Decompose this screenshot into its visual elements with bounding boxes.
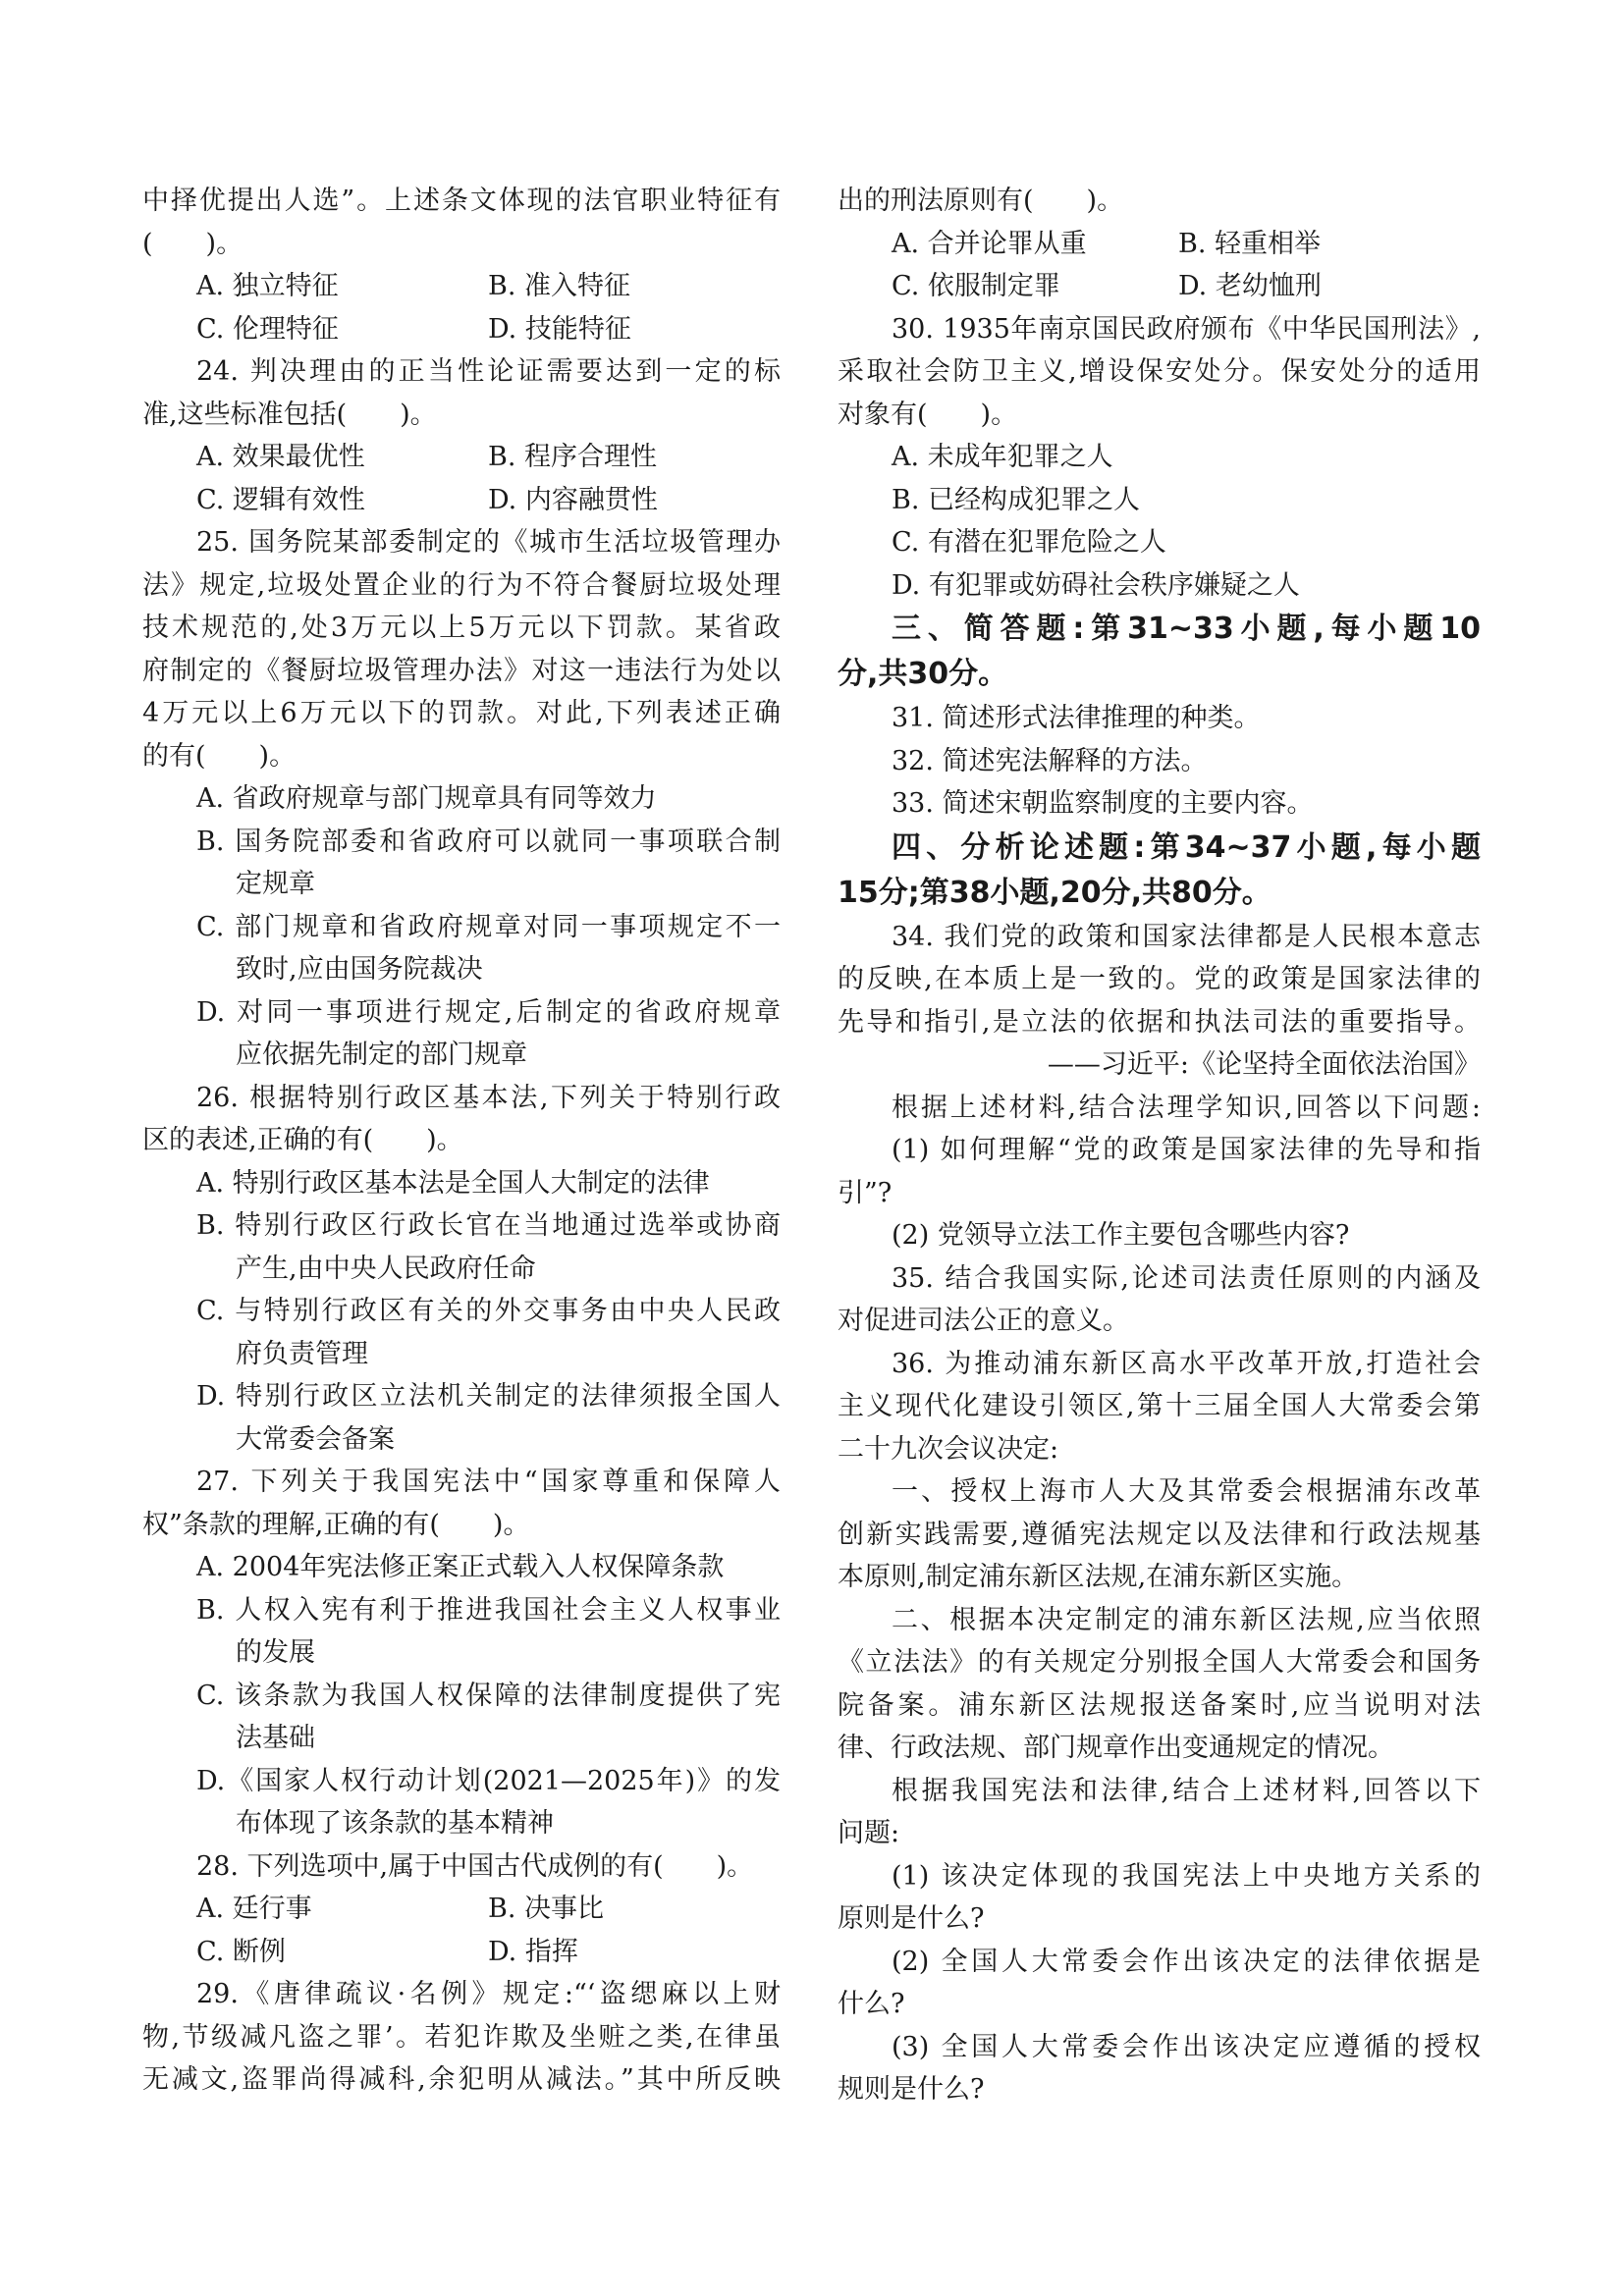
q36-prompt: 根据我国宪法和法律,结合上述材料,回答以下 xyxy=(892,1775,1481,1806)
right-column xyxy=(838,180,1481,2111)
q25-option-b-cont: 定规章 xyxy=(236,869,315,899)
q25-text-line: 的有( )。 xyxy=(142,740,297,772)
q24-option-c: C. 逻辑有效性 xyxy=(196,484,365,515)
q30-text-line: 对象有( )。 xyxy=(838,399,1018,430)
q23-option-d: D. 技能特征 xyxy=(488,313,631,345)
q36-sub-1-cont: 原则是什么? xyxy=(838,1903,985,1934)
section-4-heading: 四、分析论述题:第34~37小题,每小题 xyxy=(892,829,1481,865)
section-4-heading-cont: 15分;第38小题,20分,共80分。 xyxy=(838,875,1271,910)
q23-option-c: C. 伦理特征 xyxy=(196,313,339,345)
q24-options-row-1 xyxy=(142,436,781,479)
q23-text-line: 中择优提出人选”。上述条文体现的法官职业特征有 xyxy=(142,186,781,216)
section-3-heading: 三、简答题:第31~33小题,每小题10 xyxy=(892,612,1481,646)
q29-option-b: B. 轻重相举 xyxy=(1178,228,1322,259)
q28-text-line: 28. 下列选项中,属于中国古代成例的有( )。 xyxy=(196,1850,754,1882)
q29-options-row-2 xyxy=(838,265,1481,308)
q34-sub-1: (1) 如何理解“党的政策是国家法律的先导和指 xyxy=(892,1135,1481,1165)
q36-sub-3: (3) 全国人大常委会作出该决定应遵循的授权 xyxy=(892,2031,1481,2062)
q28-option-d: D. 指挥 xyxy=(488,1936,578,1967)
q26-option-c: C. 与特别行政区有关的外交事务由中央人民政 xyxy=(196,1296,781,1326)
q24-options-row-2 xyxy=(142,479,781,522)
left-column xyxy=(142,180,781,2102)
q26-text-line: 区的表述,正确的有( )。 xyxy=(142,1125,463,1155)
q26-option-a: A. 特别行政区基本法是全国人大制定的法律 xyxy=(196,1167,710,1199)
q30-text-line: 30. 1935年南京国民政府颁布《中华民国刑法》, xyxy=(892,313,1481,345)
q29-option-a: A. 合并论罪从重 xyxy=(892,228,1087,259)
q26-option-d-cont: 大常委会备案 xyxy=(236,1423,395,1455)
q29-option-c: C. 依服制定罪 xyxy=(892,271,1060,301)
q36-sub-3-cont: 规则是什么? xyxy=(838,2074,985,2105)
q36-sub-2: (2) 全国人大常委会作出该决定的法律依据是 xyxy=(892,1946,1481,1977)
q29-options-row-1 xyxy=(838,223,1481,266)
q25-option-b: B. 国务院部委和省政府可以就同一事项联合制 xyxy=(196,826,781,857)
q28-option-a: A. 廷行事 xyxy=(196,1894,312,1924)
q23-option-b: B. 准入特征 xyxy=(488,271,631,301)
q23-options-row-1 xyxy=(142,265,781,308)
q30-option-d: D. 有犯罪或妨碍社会秩序嫌疑之人 xyxy=(892,569,1300,601)
q27-option-b: B. 人权入宪有利于推进我国社会主义人权事业 xyxy=(196,1594,781,1626)
q36-text-line: 主义现代化建设引领区,第十三届全国人大常委会第 xyxy=(838,1391,1481,1421)
q26-option-b-cont: 产生,由中央人民政府任命 xyxy=(236,1253,536,1284)
q30-option-c: C. 有潜在犯罪危险之人 xyxy=(892,527,1166,558)
q36-para-2-cont: 《立法法》的有关规定分别报全国人大常委会和国务 xyxy=(838,1647,1481,1678)
q34-sub-1-cont: 引”? xyxy=(838,1177,893,1208)
q25-option-d: D. 对同一事项进行规定,后制定的省政府规章 xyxy=(196,996,781,1028)
q29-text-line: 物,节级减凡盗之罪’。若犯诈欺及坐赃之类,在律虽 xyxy=(142,2021,781,2053)
q25-option-d-cont: 应依据先制定的部门规章 xyxy=(236,1040,527,1070)
q23-option-a: A. 独立特征 xyxy=(196,271,339,301)
q28-options-row-2 xyxy=(142,1931,781,1974)
q31-text: 31. 简述形式法律推理的种类。 xyxy=(892,703,1261,733)
q24-option-d: D. 内容融贯性 xyxy=(488,484,658,515)
q30-option-a: A. 未成年犯罪之人 xyxy=(892,442,1113,472)
q36-prompt-cont: 问题: xyxy=(838,1818,900,1848)
q25-text-line: 4万元以上6万元以下的罚款。对此,下列表述正确 xyxy=(142,698,781,728)
q24-option-a: A. 效果最优性 xyxy=(196,442,365,472)
q34-quote-source: ——习近平:《论坚持全面依法治国》 xyxy=(1047,1049,1481,1080)
q23-blank-line: ( )。 xyxy=(142,228,243,259)
q27-option-a: A. 2004年宪法修正案正式载入人权保障条款 xyxy=(196,1552,725,1582)
q28-option-b: B. 决事比 xyxy=(488,1894,605,1924)
q25-text-line: 府制定的《餐厨垃圾管理办法》对这一违法行为处以 xyxy=(142,655,781,686)
q26-option-b: B. 特别行政区行政长官在当地通过选举或协商 xyxy=(196,1210,781,1241)
q26-option-c-cont: 府负责管理 xyxy=(236,1338,368,1369)
q36-para-1-cont: 本原则,制定浦东新区法规,在浦东新区实施。 xyxy=(838,1562,1359,1592)
q24-option-b: B. 程序合理性 xyxy=(488,442,658,472)
q28-option-c: C. 断例 xyxy=(196,1936,286,1967)
q27-option-c: C. 该条款为我国人权保障的法律制度提供了宪 xyxy=(196,1680,781,1711)
q27-option-d: D.《国家人权行动计划(2021—2025年)》的发 xyxy=(196,1765,781,1796)
q26-option-d: D. 特别行政区立法机关制定的法律须报全国人 xyxy=(196,1381,781,1412)
q29-text-line: 29.《唐律疏议·名例》规定:“‘盗缌麻以上财 xyxy=(196,1979,781,2009)
q33-text: 33. 简述宋朝监察制度的主要内容。 xyxy=(892,788,1314,819)
q25-text-line: 技术规范的,处3万元以上5万元以下罚款。某省政 xyxy=(142,613,781,643)
q36-para-2-cont: 院备案。浦东新区法规报送备案时,应当说明对法 xyxy=(838,1689,1481,1721)
q36-para-2: 二、根据本决定制定的浦东新区法规,应当依照 xyxy=(892,1604,1481,1635)
q27-option-d-cont: 布体现了该条款的基本精神 xyxy=(236,1808,554,1839)
q24-text-line: 24. 判决理由的正当性论证需要达到一定的标 xyxy=(196,356,781,387)
q35-text-line: 35. 结合我国实际,论述司法责任原则的内涵及 xyxy=(892,1262,1481,1294)
q25-text-line: 法》规定,垃圾处置企业的行为不符合餐厨垃圾处理 xyxy=(142,569,781,601)
q34-prompt: 根据上述材料,结合法理学知识,回答以下问题: xyxy=(892,1092,1481,1123)
q30-text-line: 采取社会防卫主义,增设保安处分。保安处分的适用 xyxy=(838,356,1481,387)
q25-text-line: 25. 国务院某部委制定的《城市生活垃圾管理办 xyxy=(196,527,781,558)
q25-option-a: A. 省政府规章与部门规章具有同等效力 xyxy=(196,783,657,814)
q27-text-line: 权”条款的理解,正确的有( )。 xyxy=(142,1509,530,1540)
q36-para-2-cont: 律、行政法规、部门规章作出变通规定的情况。 xyxy=(838,1733,1394,1763)
q24-text-line: 准,这些标准包括( )。 xyxy=(142,399,437,430)
q36-para-1-cont: 创新实践需要,遵循宪法规定以及法律和行政法规基 xyxy=(838,1519,1481,1550)
q27-text-line: 27. 下列关于我国宪法中“国家尊重和保障人 xyxy=(196,1467,781,1497)
q36-sub-1: (1) 该决定体现的我国宪法上中央地方关系的 xyxy=(892,1860,1481,1892)
q29-option-d: D. 老幼恤刑 xyxy=(1178,271,1322,301)
q34-text-line: 先导和指引,是立法的依据和执法司法的重要指导。 xyxy=(838,1006,1481,1038)
q28-options-row-1 xyxy=(142,1888,781,1931)
q34-text-line: 的反映,在本质上是一致的。党的政策是国家法律的 xyxy=(838,964,1481,994)
q29-text-line: 无减文,盗罪尚得减科,余犯明从减法。”其中所反映 xyxy=(142,2064,781,2095)
q26-text-line: 26. 根据特别行政区基本法,下列关于特别行政 xyxy=(196,1082,781,1113)
section-3-heading-cont: 分,共30分。 xyxy=(838,657,1008,691)
q27-option-c-cont: 法基础 xyxy=(236,1723,315,1753)
q25-option-c: C. 部门规章和省政府规章对同一事项规定不一 xyxy=(196,911,781,942)
q36-para-1: 一、授权上海市人大及其常委会根据浦东改革 xyxy=(892,1476,1481,1507)
q32-text: 32. 简述宪法解释的方法。 xyxy=(892,745,1208,776)
q29-tail-line: 出的刑法原则有( )。 xyxy=(838,186,1124,216)
q34-sub-2: (2) 党领导立法工作主要包含哪些内容? xyxy=(892,1220,1350,1251)
q36-text-line: 二十九次会议决定: xyxy=(838,1433,1059,1465)
q27-option-b-cont: 的发展 xyxy=(236,1637,315,1668)
q34-text-line: 34. 我们党的政策和国家法律都是人民根本意志 xyxy=(892,921,1481,952)
q35-text-line: 对促进司法公正的意义。 xyxy=(838,1306,1129,1336)
q25-option-c-cont: 致时,应由国务院裁决 xyxy=(236,954,483,985)
q23-options-row-2 xyxy=(142,308,781,351)
q36-sub-2-cont: 什么? xyxy=(838,1989,905,2019)
q30-option-b: B. 已经构成犯罪之人 xyxy=(892,484,1141,515)
q36-text-line: 36. 为推动浦东新区高水平改革开放,打造社会 xyxy=(892,1348,1481,1379)
